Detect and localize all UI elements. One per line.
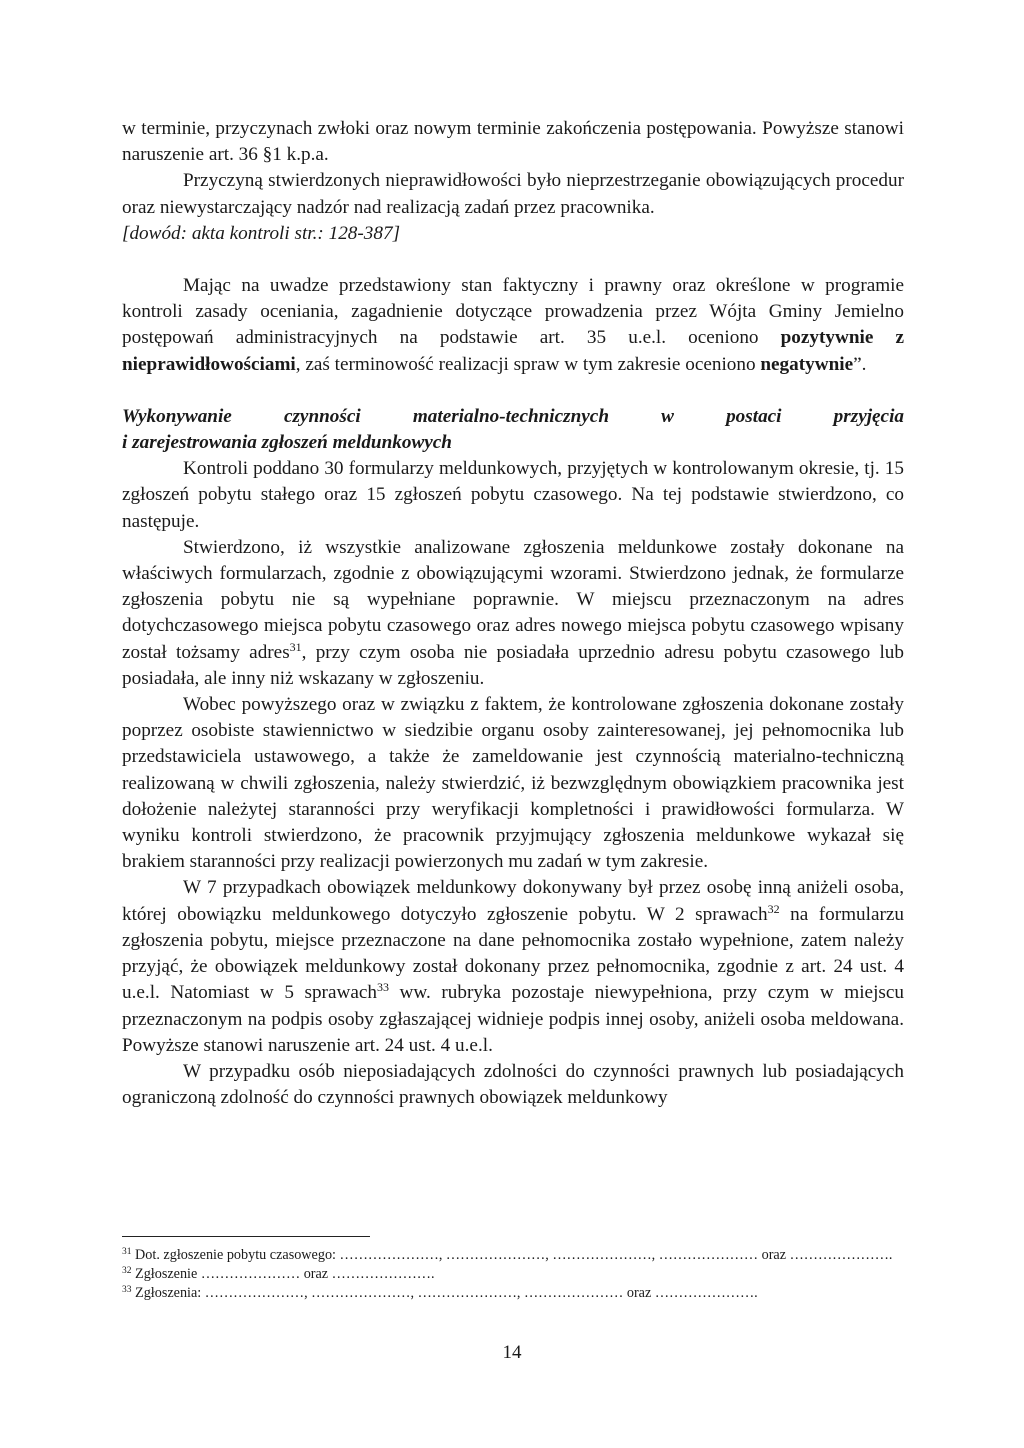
paragraph-text: Wobec powyższego oraz w związku z faktem, że kontrolowane zgłoszenia dokonane zostały poprzez osobiste stawiennictwo w siedzibie organu osoby zainteresowanej, jej pełnomocnika lub przedstawiciela ustawowego, a także że zameldowanie jest czynnością materialno-techniczną realizowaną w chwili zgłoszenia, należy stwierdzić, iż bezwzględnym obowiązkiem pracownika jest dołożenie należytej staranności przy weryfikacji kompletności i prawidłowości formularza. W wyniku kontroli stwierdzono, że pracownik przyjmujący zgłoszenia meldunkowe wykazał się brakiem staranności przy realizacji powierzonych mu zadań w tym zakresie. [122,694,904,873]
paragraph-text: , przy czym osoba nie posiadała uprzednio adresu pobytu czasowego lub posiadała, ale inny niż wskazany w zgłoszeniu. [122,641,904,689]
paragraph-findings [122,535,904,692]
footnote-ref-31: 31 [289,639,302,654]
section-heading-line2: i zarejestrowania zgłoszeń meldunkowych [122,432,452,454]
section-heading [122,404,904,456]
footnote-number: 31 [122,1247,132,1257]
paragraph-text: , zaś terminowość realizacji spraw w tym zakresie oceniono [295,353,761,375]
evidence-reference: [dowód: akta kontroli str.: 128-387] [122,222,401,244]
paragraph-text: na formularzu zgłoszenia pobytu, miejsce przeznaczone na dane pełnomocnika zostało wypełnione, zatem należy przyjąć, że obowiązek meldunkowy został dokonany przez pełnomocnika, zgodnie z art. 24 ust. 4 u.e.l. Natomiast w 5 sprawach [122,903,904,1004]
footnote-number: 32 [122,1265,132,1276]
paragraph-text: W 7 przypadkach obowiązek meldunkowy dokonywany był przez osobę inną aniżeli osoba, której obowiązku meldunkowego dotyczyło zgłoszenie pobytu. W 2 sprawach [122,877,904,925]
section-heading-line1: Wykonywanie czynności materialno-technicznych w postaci przyjęcia [122,405,904,427]
footnote-text: Dot. zgłoszenie pobytu czasowego: …………………, …………………, …………………, ………………… oraz …………………. [135,1247,893,1263]
footnote-number: 33 [122,1284,132,1295]
footnote-text: Zgłoszenia: …………………, …………………, …………………, ………………… oraz …………………. [135,1284,758,1301]
paragraph-text: ”. [853,353,867,375]
footnote-text: Zgłoszenie ………………… oraz …………………. [135,1265,435,1282]
assessment-positive: pozytywnie z nieprawidłowościami [122,327,905,375]
footnote-item [122,1284,904,1303]
paragraph-cause [122,168,904,220]
footnote-ref-32: 32 [767,901,780,916]
footnote-ref-33: 33 [376,980,389,995]
paragraph-scope [122,456,904,535]
paragraph-text: w terminie, przyczynach zwłoki oraz nowym terminie zakończenia postępowania. Powyższe stanowi naruszenie art. 36 §1 k.p.a. [122,118,904,166]
paragraph-text: Stwierdzono, iż wszystkie analizowane zgłoszenia meldunkowe zostały dokonane na właściwych formularzach, zgodnie z obowiązującymi wzorami. Stwierdzono jednak, że formularze zgłoszenia pobytu nie są wypełniane poprawnie. W miejscu przeznaczonym na adres dotychczasowego miejsca pobytu czasowego oraz adres nowego miejsca pobytu czasowego wpisany został tożsamy adres [122,536,904,663]
paragraph-proxy [122,875,904,1058]
footnote-item [122,1246,904,1265]
paragraph-text: Mając na uwadze przedstawiony stan faktyczny i prawny oraz określone w programie kontroli zasady oceniania, zagadnienie dotyczące prowadzenia przez Wójta Gminy Jemielno postępowań administracyjnych na podstawie art. 35 u.e.l. oceniono [122,275,904,349]
footnotes [122,1246,904,1302]
paragraph-delay [122,116,904,168]
paragraph-text: W przypadku osób nieposiadających zdolności do czynności prawnych lub posiadających ograniczoną zdolność do czynności prawnych obowiązek meldunkowy [122,1060,904,1109]
assessment-negative: negatywnie [760,353,854,375]
document-body [122,116,904,1111]
paragraph-text: ww. rubryka pozostaje niewypełniona, przy czym w miejscu przeznaczonym na podpis osoby zgłaszającej widnieje podpis innej osoby, aniżeli osoba meldowana. Powyższe stanowi naruszenie art. 24 ust. 4 u.e.l. [122,982,904,1056]
paragraph-text: Przyczyną stwierdzonych nieprawidłowości było nieprzestrzeganie obowiązujących procedur oraz niewystarczający nadzór nad realizacją zadań przez pracownika. [122,170,904,218]
paragraph-conclusion [122,692,904,875]
page-number: 14 [502,1342,522,1363]
paragraph-assessment [122,273,904,378]
footnote-divider [122,1236,370,1237]
paragraph-text: Kontroli poddano 30 formularzy meldunkowych, przyjętych w kontrolowanym okresie, tj. 15 zgłoszeń pobytu stałego oraz 15 zgłoszeń pobytu czasowego. Na tej podstawie stwierdzono, co następuje. [122,458,904,532]
footnote-item [122,1265,904,1284]
paragraph-incapacity [122,1059,904,1111]
